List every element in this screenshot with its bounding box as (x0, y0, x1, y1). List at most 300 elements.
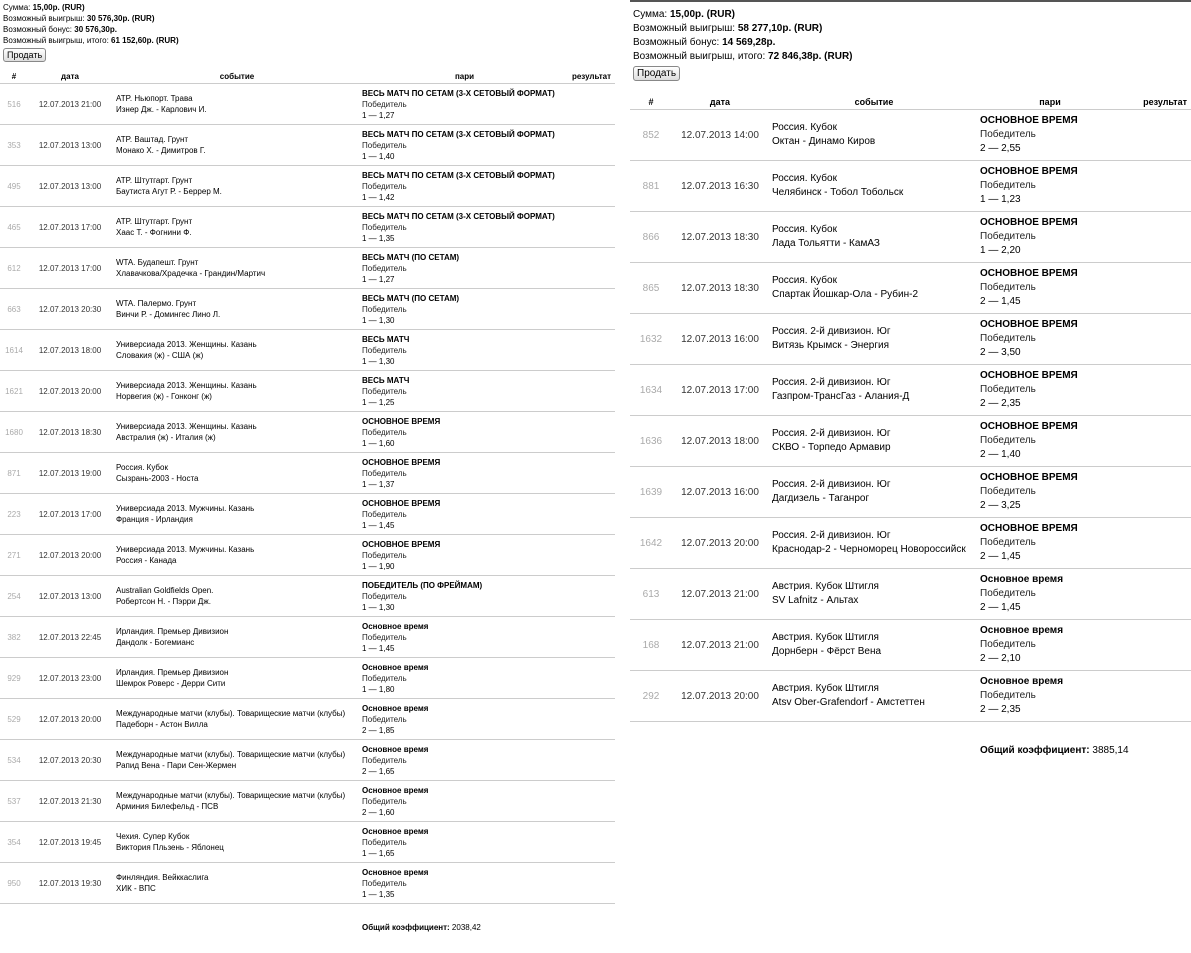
table-row (0, 699, 615, 740)
bonus-line: Возможный бонус: 30 576,30р. (3, 25, 117, 34)
bet-market: Основное время (362, 621, 429, 631)
event-teams: Баутиста Агут Р. - Беррер М. (116, 187, 222, 196)
event-number: 866 (630, 212, 672, 263)
event-cell (768, 416, 980, 467)
table-row (630, 365, 1191, 416)
event-cell (112, 658, 362, 699)
win-value: 58 277,10р. (RUR) (737, 23, 823, 34)
table-row (630, 416, 1191, 467)
table-row (630, 467, 1191, 518)
event-teams: Газпром-ТрансГаз - Алания-Д (772, 391, 910, 402)
bet-result (567, 863, 615, 904)
bet-cell (362, 699, 567, 740)
coupon-summary (0, 0, 615, 62)
bet-result (567, 166, 615, 207)
event-number: 852 (630, 110, 672, 161)
event-cell (112, 781, 362, 822)
col-bet: пари (980, 96, 1120, 110)
table-row (0, 535, 615, 576)
bet-cell (980, 569, 1120, 620)
event-teams: Австралия (ж) - Италия (ж) (116, 433, 216, 442)
bet-result (567, 535, 615, 576)
sum-line: Сумма: 15,00р. (RUR) (633, 9, 735, 20)
table-row (0, 453, 615, 494)
table-row (0, 617, 615, 658)
bet-cell (362, 781, 567, 822)
bet-odds: 2 — 1,65 (362, 766, 395, 776)
bet-cell (362, 125, 567, 166)
col-date: дата (672, 96, 768, 110)
event-teams: Франция - Ирландия (116, 515, 193, 524)
coupon-panel-right (630, 0, 1191, 773)
event-league: ATP. Ньюпорт. Трава (116, 94, 193, 103)
table-row (0, 330, 615, 371)
bet-cell (362, 84, 567, 125)
bet-cell (362, 822, 567, 863)
bet-odds: 1 — 1,80 (362, 684, 395, 694)
total-win-value: 61 152,60р. (RUR) (111, 36, 179, 45)
bet-outcome: Победитель (362, 632, 407, 642)
event-league: WTA. Палермо. Грунт (116, 299, 197, 308)
event-date: 12.07.2013 18:30 (672, 212, 768, 263)
event-cell (112, 84, 362, 125)
event-date: 12.07.2013 19:45 (28, 822, 112, 863)
table-row (0, 822, 615, 863)
bet-cell (980, 161, 1120, 212)
col-bet: пари (362, 71, 567, 84)
bet-odds: 2 — 1,45 (980, 551, 1021, 562)
bet-odds: 2 — 2,55 (980, 143, 1021, 154)
bet-outcome: Победитель (362, 509, 407, 519)
event-teams: Atsv Ober-Grafendorf - Амстеттен (772, 697, 925, 708)
event-date: 12.07.2013 22:45 (28, 617, 112, 658)
bet-cell (362, 289, 567, 330)
event-number: 516 (0, 84, 28, 125)
event-date: 12.07.2013 23:00 (28, 658, 112, 699)
table-row (630, 212, 1191, 263)
table-row (0, 781, 615, 822)
bet-cell (362, 576, 567, 617)
event-date: 12.07.2013 13:00 (28, 166, 112, 207)
bet-cell (980, 110, 1120, 161)
bet-result (567, 699, 615, 740)
event-number: 1636 (630, 416, 672, 467)
col-event: событие (768, 96, 980, 110)
bet-result (567, 494, 615, 535)
bets-table (630, 96, 1191, 773)
event-date: 12.07.2013 20:00 (28, 699, 112, 740)
event-cell (112, 494, 362, 535)
event-league: Ирландия. Премьер Дивизион (116, 627, 229, 636)
bet-cell (362, 617, 567, 658)
event-teams: Витязь Крымск - Энергия (772, 340, 890, 351)
bet-market: ОСНОВНОЕ ВРЕМЯ (362, 416, 441, 426)
bet-cell (362, 494, 567, 535)
event-number: 663 (0, 289, 28, 330)
event-teams: Лада Тольятти - КамАЗ (772, 238, 880, 249)
event-league: Международные матчи (клубы). Товарищеские матчи (клубы) (116, 709, 346, 718)
event-league: Универсиада 2013. Мужчины. Казань (116, 504, 255, 513)
event-date: 12.07.2013 14:00 (672, 110, 768, 161)
bet-odds: 1 — 1,35 (362, 233, 395, 243)
event-date: 12.07.2013 20:30 (28, 289, 112, 330)
bet-outcome: Победитель (362, 837, 407, 847)
bet-odds: 1 — 1,45 (362, 643, 395, 653)
event-date: 12.07.2013 16:00 (672, 467, 768, 518)
event-cell (768, 365, 980, 416)
event-cell (112, 371, 362, 412)
bet-market: ВЕСЬ МАТЧ ПО СЕТАМ (3-Х СЕТОВЫЙ ФОРМАТ) (362, 88, 555, 98)
sum-line: Сумма: 15,00р. (RUR) (3, 3, 85, 12)
event-date: 12.07.2013 16:30 (672, 161, 768, 212)
event-cell (768, 467, 980, 518)
total-cell (362, 904, 615, 945)
event-cell (768, 671, 980, 722)
table-row (0, 494, 615, 535)
bet-result (567, 125, 615, 166)
col-num: # (0, 71, 28, 84)
event-teams: Винчи Р. - Домингес Лино Л. (116, 310, 221, 319)
event-cell (112, 822, 362, 863)
event-date: 12.07.2013 21:00 (672, 569, 768, 620)
event-league: Россия. Кубок (116, 463, 168, 472)
event-teams: Дандолк - Богемианс (116, 638, 195, 647)
event-teams: SV Lafnitz - Альтах (772, 595, 859, 606)
event-cell (768, 314, 980, 365)
bet-outcome: Победитель (362, 796, 407, 806)
bet-outcome: Победитель (362, 386, 407, 396)
sell-button[interactable]: Продать (633, 66, 680, 81)
event-date: 12.07.2013 17:00 (28, 207, 112, 248)
event-cell (768, 518, 980, 569)
bet-market: ВЕСЬ МАТЧ (362, 375, 410, 385)
event-date: 12.07.2013 17:00 (28, 494, 112, 535)
event-league: Россия. 2-й дивизион. Юг (772, 530, 891, 541)
event-teams: Робертсон Н. - Пэрри Дж. (116, 597, 211, 606)
table-row (0, 248, 615, 289)
total-row (0, 904, 615, 945)
event-number: 271 (0, 535, 28, 576)
bet-odds: 2 — 1,40 (980, 449, 1021, 460)
event-number: 865 (630, 263, 672, 314)
bet-outcome: Победитель (980, 435, 1036, 446)
table-row (0, 84, 615, 125)
bet-odds: 2 — 2,35 (980, 704, 1021, 715)
event-league: Универсиада 2013. Женщины. Казань (116, 422, 257, 431)
bet-result (1120, 314, 1191, 365)
event-teams: Монако Х. - Димитров Г. (116, 146, 206, 155)
table-row (0, 658, 615, 699)
event-teams: Виктория Пльзень - Яблонец (116, 843, 224, 852)
event-number: 254 (0, 576, 28, 617)
table-row (630, 620, 1191, 671)
bet-outcome: Победитель (362, 140, 407, 150)
event-teams: Сызрань-2003 - Носта (116, 474, 199, 483)
bet-odds: 1 — 1,42 (362, 192, 395, 202)
bet-outcome: Победитель (980, 384, 1036, 395)
event-teams: Изнер Дж. - Карлович И. (116, 105, 207, 114)
event-number: 537 (0, 781, 28, 822)
bet-cell (362, 740, 567, 781)
bet-market: Основное время (980, 574, 1064, 585)
event-teams: ХИК - ВПС (116, 884, 156, 893)
event-teams: Челябинск - Тобол Тобольск (772, 187, 904, 198)
event-date: 12.07.2013 20:00 (28, 535, 112, 576)
bet-odds: 1 — 1,40 (362, 151, 395, 161)
sum-value: 15,00р. (RUR) (669, 9, 735, 20)
bet-result (1120, 416, 1191, 467)
bet-cell (362, 330, 567, 371)
total-win-value: 72 846,38р. (RUR) (768, 51, 853, 62)
event-cell (112, 166, 362, 207)
event-league: Россия. 2-й дивизион. Юг (772, 479, 891, 490)
event-number: 354 (0, 822, 28, 863)
bet-market: ОСНОВНОЕ ВРЕМЯ (362, 457, 441, 467)
bet-outcome: Победитель (980, 333, 1036, 344)
bet-market: Основное время (362, 826, 429, 836)
event-league: Австрия. Кубок Штигля (772, 683, 879, 694)
event-teams: Арминия Билефельд - ПСВ (116, 802, 219, 811)
event-number: 1614 (0, 330, 28, 371)
table-row (0, 289, 615, 330)
event-number: 1632 (630, 314, 672, 365)
bet-outcome: Победитель (362, 468, 407, 478)
bet-market: ОСНОВНОЕ ВРЕМЯ (980, 421, 1078, 432)
event-date: 12.07.2013 18:00 (672, 416, 768, 467)
bet-market: ОСНОВНОЕ ВРЕМЯ (980, 319, 1078, 330)
event-teams: Краснодар-2 - Черноморец Новороссийск (772, 544, 966, 555)
event-date: 12.07.2013 21:00 (672, 620, 768, 671)
bet-outcome: Победитель (362, 345, 407, 355)
event-date: 12.07.2013 18:30 (672, 263, 768, 314)
sell-button[interactable]: Продать (3, 48, 46, 62)
event-league: Россия. Кубок (772, 275, 837, 286)
total-coefficient-value: 3885,14 (1092, 744, 1129, 756)
total-cell (980, 722, 1191, 773)
bet-result (567, 453, 615, 494)
bet-cell (362, 371, 567, 412)
event-cell (112, 330, 362, 371)
bet-outcome: Победитель (980, 486, 1036, 497)
event-number: 950 (0, 863, 28, 904)
bet-cell (980, 671, 1120, 722)
event-teams: Рапид Вена - Пари Сен-Жермен (116, 761, 237, 770)
event-league: Россия. Кубок (772, 122, 837, 133)
table-row (630, 518, 1191, 569)
win-line: Возможный выигрыш: 30 576,30р. (RUR) (3, 14, 155, 23)
bet-odds: 2 — 1,85 (362, 725, 395, 735)
event-date: 12.07.2013 19:30 (28, 863, 112, 904)
event-date: 12.07.2013 16:00 (672, 314, 768, 365)
table-row (630, 161, 1191, 212)
bet-cell (362, 453, 567, 494)
bet-odds: 1 — 1,27 (362, 274, 395, 284)
bet-odds: 1 — 1,25 (362, 397, 395, 407)
event-cell (112, 125, 362, 166)
bonus-line: Возможный бонус: 14 569,28р. (633, 37, 776, 48)
col-result: результат (1120, 96, 1191, 110)
event-date: 12.07.2013 21:00 (28, 84, 112, 125)
event-cell (768, 161, 980, 212)
bet-result (567, 207, 615, 248)
bet-result (1120, 569, 1191, 620)
bet-odds: 1 — 1,30 (362, 356, 395, 366)
bet-market: ОСНОВНОЕ ВРЕМЯ (980, 523, 1078, 534)
event-number: 534 (0, 740, 28, 781)
bet-result (567, 740, 615, 781)
event-league: Австрия. Кубок Штигля (772, 632, 879, 643)
event-teams: Россия - Канада (116, 556, 177, 565)
bet-outcome: Победитель (362, 304, 407, 314)
bet-market: ОСНОВНОЕ ВРЕМЯ (980, 217, 1078, 228)
event-date: 12.07.2013 18:30 (28, 412, 112, 453)
event-teams: Хлавачкова/Храдечка - Грандин/Мартич (116, 269, 266, 278)
bet-result (1120, 467, 1191, 518)
total-win-line: Возможный выигрыш, итого: 61 152,60р. (RUR) (3, 36, 179, 45)
table-row (630, 314, 1191, 365)
bet-cell (362, 863, 567, 904)
coupon-summary (630, 2, 1191, 81)
bet-odds: 2 — 2,35 (980, 398, 1021, 409)
event-cell (112, 207, 362, 248)
table-row (0, 863, 615, 904)
event-teams: Спартак Йошкар-Ола - Рубин-2 (772, 289, 919, 300)
bet-cell (980, 620, 1120, 671)
bet-market: ОСНОВНОЕ ВРЕМЯ (980, 370, 1078, 381)
bet-cell (362, 166, 567, 207)
bet-outcome: Победитель (362, 673, 407, 683)
event-league: Международные матчи (клубы). Товарищеские матчи (клубы) (116, 791, 346, 800)
event-teams: Дагдизель - Таганрог (772, 493, 870, 504)
event-league: ATP. Штутгарт. Грунт (116, 217, 193, 226)
event-date: 12.07.2013 20:00 (28, 371, 112, 412)
event-number: 1634 (630, 365, 672, 416)
bet-odds: 1 — 1,37 (362, 479, 395, 489)
bet-odds: 1 — 1,23 (980, 194, 1021, 205)
table-row (0, 207, 615, 248)
event-league: Россия. 2-й дивизион. Юг (772, 326, 891, 337)
total-win-line: Возможный выигрыш, итого: 72 846,38р. (RUR) (633, 51, 853, 62)
bet-result (1120, 161, 1191, 212)
bet-result (1120, 263, 1191, 314)
bet-result (1120, 671, 1191, 722)
bet-market: Основное время (362, 867, 429, 877)
bet-odds: 1 — 1,27 (362, 110, 395, 120)
table-header (630, 96, 1191, 110)
total-coefficient-label: Общий коэффициент: (362, 922, 450, 932)
event-number: 929 (0, 658, 28, 699)
table-row (0, 166, 615, 207)
bet-result (567, 658, 615, 699)
bet-result (1120, 212, 1191, 263)
bet-cell (980, 416, 1120, 467)
event-number: 1642 (630, 518, 672, 569)
bet-odds: 2 — 1,45 (980, 602, 1021, 613)
table-row (0, 371, 615, 412)
bet-market: ПОБЕДИТЕЛЬ (ПО ФРЕЙМАМ) (362, 580, 483, 590)
event-cell (112, 535, 362, 576)
event-date: 12.07.2013 20:00 (672, 671, 768, 722)
bet-result (567, 781, 615, 822)
bet-outcome: Победитель (362, 181, 407, 191)
table-row (0, 125, 615, 166)
col-result: результат (567, 71, 615, 84)
bet-market: ОСНОВНОЕ ВРЕМЯ (980, 472, 1078, 483)
event-league: Ирландия. Премьер Дивизион (116, 668, 229, 677)
event-number: 168 (630, 620, 672, 671)
event-number: 1621 (0, 371, 28, 412)
event-number: 613 (630, 569, 672, 620)
bet-odds: 2 — 2,10 (980, 653, 1021, 664)
event-date: 12.07.2013 17:00 (28, 248, 112, 289)
event-cell (768, 263, 980, 314)
total-spacer (0, 904, 362, 945)
bet-market: ВЕСЬ МАТЧ (ПО СЕТАМ) (362, 252, 460, 262)
event-league: WTA. Будапешт. Грунт (116, 258, 199, 267)
bet-market: ВЕСЬ МАТЧ ПО СЕТАМ (3-Х СЕТОВЫЙ ФОРМАТ) (362, 211, 555, 221)
bet-odds: 1 — 1,60 (362, 438, 395, 448)
event-teams: Дорнберн - Фёрст Вена (772, 646, 882, 657)
total-spacer (630, 722, 980, 773)
event-number: 292 (630, 671, 672, 722)
bet-market: ОСНОВНОЕ ВРЕМЯ (980, 115, 1078, 126)
bet-market: ВЕСЬ МАТЧ ПО СЕТАМ (3-Х СЕТОВЫЙ ФОРМАТ) (362, 170, 555, 180)
bet-cell (362, 535, 567, 576)
bet-odds: 2 — 3,25 (980, 500, 1021, 511)
bet-odds: 1 — 1,30 (362, 602, 395, 612)
event-cell (112, 453, 362, 494)
bet-outcome: Победитель (980, 231, 1036, 242)
col-num: # (630, 96, 672, 110)
win-value: 30 576,30р. (RUR) (86, 14, 155, 23)
event-number: 382 (0, 617, 28, 658)
event-cell (112, 699, 362, 740)
bet-cell (362, 412, 567, 453)
bet-outcome: Победитель (362, 550, 407, 560)
bet-result (567, 576, 615, 617)
event-teams: Словакия (ж) - США (ж) (116, 351, 204, 360)
bet-result (1120, 518, 1191, 569)
bet-outcome: Победитель (362, 755, 407, 765)
event-league: ATP. Baштад. Грунт (116, 135, 189, 144)
bet-cell (980, 314, 1120, 365)
bet-outcome: Победитель (980, 129, 1036, 140)
event-number: 871 (0, 453, 28, 494)
bet-result (567, 412, 615, 453)
event-number: 612 (0, 248, 28, 289)
bet-market: ОСНОВНОЕ ВРЕМЯ (980, 166, 1078, 177)
event-number: 529 (0, 699, 28, 740)
event-cell (112, 289, 362, 330)
bet-outcome: Победитель (362, 878, 407, 888)
bet-market: ВЕСЬ МАТЧ ПО СЕТАМ (3-Х СЕТОВЫЙ ФОРМАТ) (362, 129, 555, 139)
bet-odds: 1 — 2,20 (980, 245, 1021, 256)
event-league: Австрия. Кубок Штигля (772, 581, 879, 592)
event-date: 12.07.2013 21:30 (28, 781, 112, 822)
event-date: 12.07.2013 13:00 (28, 576, 112, 617)
bet-outcome: Победитель (362, 427, 407, 437)
event-number: 881 (630, 161, 672, 212)
bet-result (567, 289, 615, 330)
event-number: 465 (0, 207, 28, 248)
event-cell (112, 617, 362, 658)
event-league: Универсиада 2013. Мужчины. Казань (116, 545, 255, 554)
bet-cell (362, 658, 567, 699)
event-cell (112, 740, 362, 781)
bet-outcome: Победитель (980, 180, 1036, 191)
event-date: 12.07.2013 13:00 (28, 125, 112, 166)
event-cell (768, 620, 980, 671)
